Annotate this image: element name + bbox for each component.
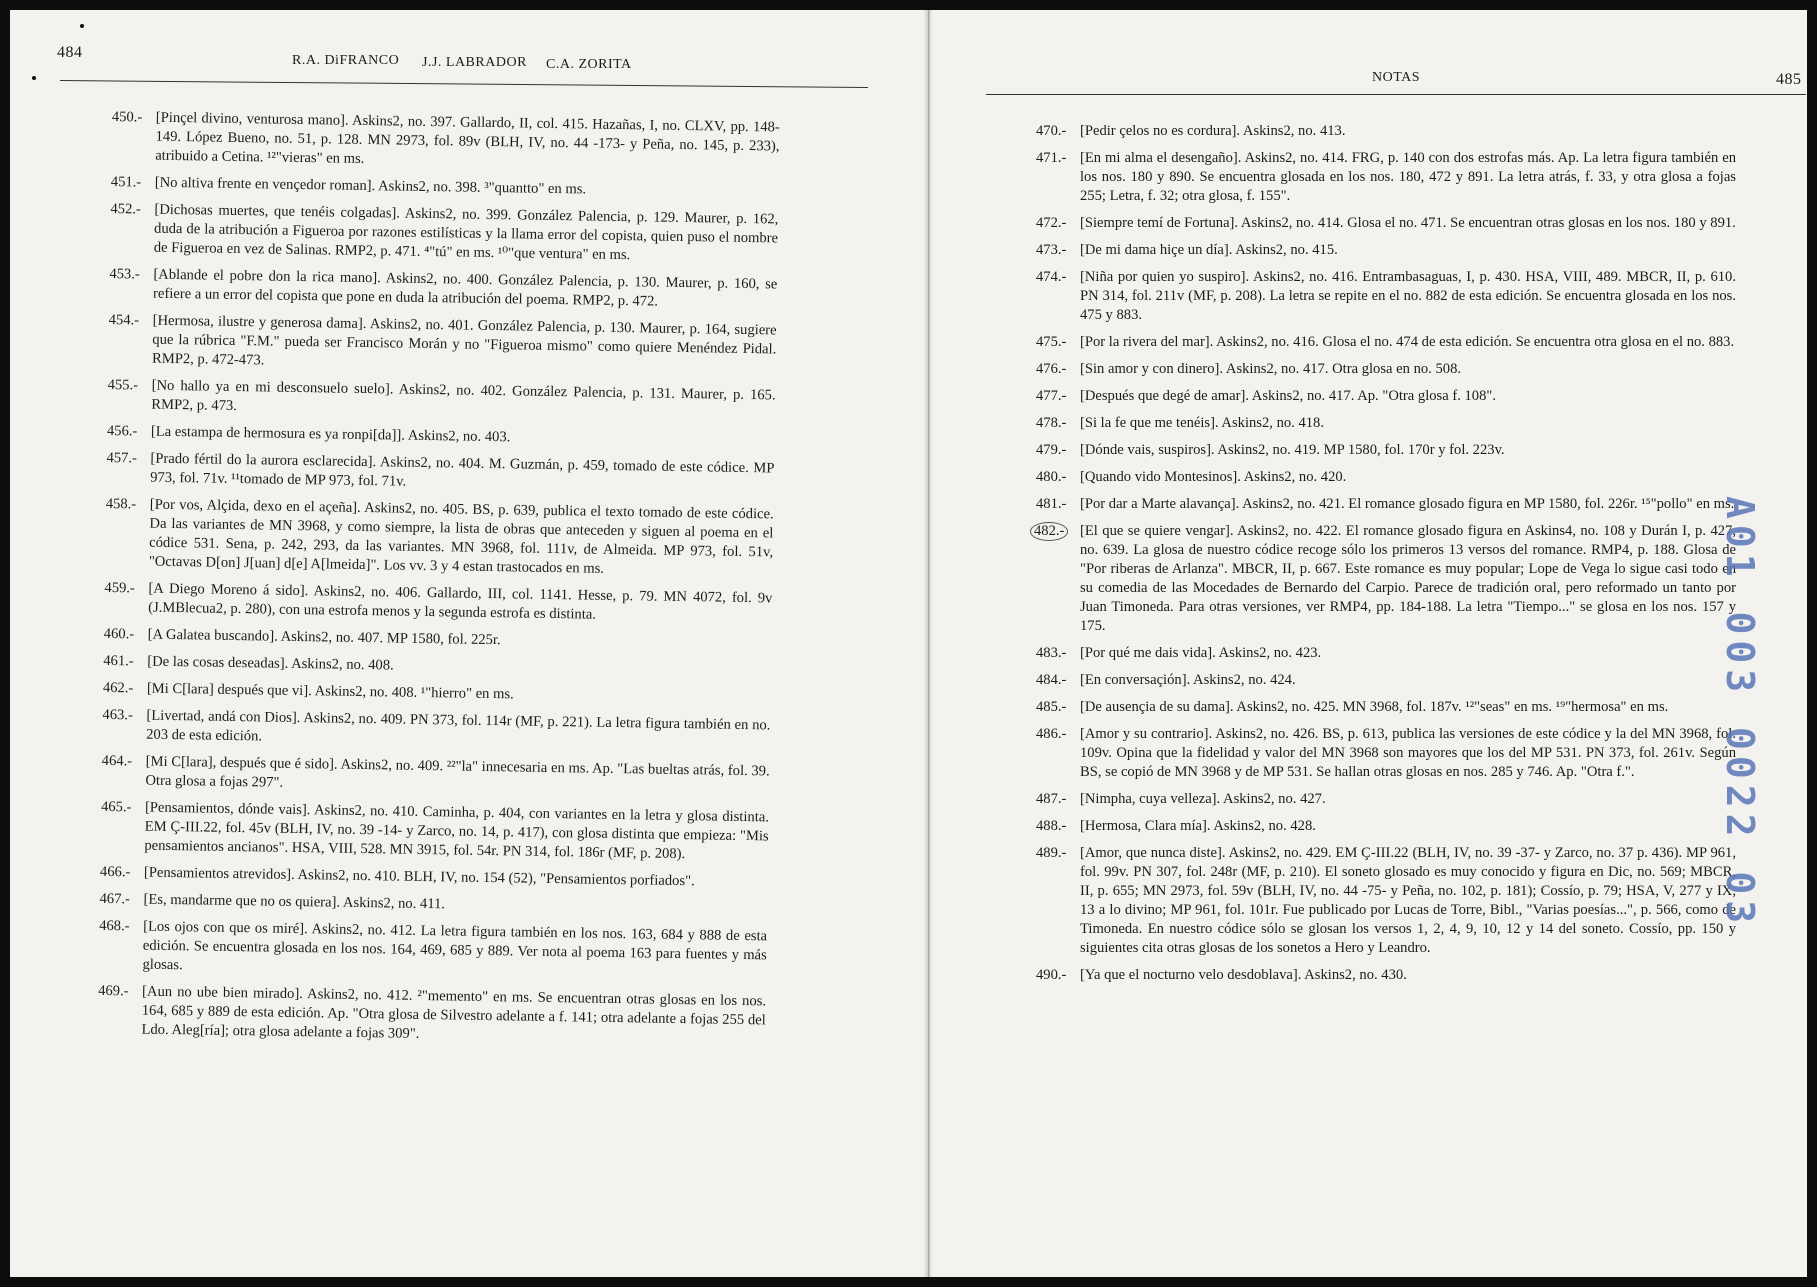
note-number bbox=[1036, 522, 1080, 541]
note-item bbox=[104, 579, 773, 627]
note-text: [Dichosas muertes, que tenéis colgadas]. Askins2, no. 399. González Palencia, p. 129. Maurer, p. 162, duda de la atribución a Figueroa por razones estilísticas y la llama error del copista, quien puso el nombre de Figueroa en vez de Salinas. RMP2, p. 471. ⁴"tú" en ms. ¹⁰"que ventura" en ms. bbox=[153, 201, 779, 264]
archive-stamp: A01 003 0022 03 bbox=[1718, 496, 1762, 930]
note-item bbox=[106, 449, 775, 497]
note-text: [Quando vido Montesinos]. Askins2, no. 420. bbox=[1080, 469, 1347, 485]
note-item bbox=[108, 311, 777, 378]
note-text: [Por la rivera del mar]. Askins2, no. 416. Glosa el no. 474 de esta edición. Se encuentra otra glosa en el no. 883. bbox=[1080, 334, 1735, 350]
note-number: 486.- bbox=[1036, 726, 1067, 742]
note-number: 476.- bbox=[1036, 361, 1067, 377]
note-text: [No altiva frente en vençedor roman]. Askins2, no. 398. ³"quantto" en ms. bbox=[154, 174, 587, 198]
note-text: [Aun no ube bien mirado]. Askins2, no. 412. ²"memento" en ms. Se encuentran otras glosas en los nos. 164, 685 y 889 de esta edición. Ap. "Otra glosa de Silvestro adelante a f. 141; otra adelante a fojas 255 del Ldo. Aleg[ría]; otra glosa adelante a fojas 309". bbox=[141, 983, 767, 1042]
note-item bbox=[97, 982, 766, 1049]
note-number: 451.- bbox=[110, 173, 142, 191]
note-number: 466.- bbox=[99, 863, 131, 881]
note-text: [Pinçel divino, venturosa mano]. Askins2, no. 397. Gallardo, II, col. 415. Hazañas, I, no. CLXV, pp. 148-149. López Bueno, no. 51, p. 128. MN 2973, fol. 89v (BLH, IV, no. 44 -173- y Peña, no. 145, p. 233), atribuido a Cetina. ¹²"vieras" en ms. bbox=[155, 109, 780, 167]
note-number: 452.- bbox=[110, 200, 141, 218]
note-number: 481.- bbox=[1036, 496, 1067, 512]
note-number: 454.- bbox=[108, 311, 140, 329]
note-number: 455.- bbox=[107, 376, 139, 394]
note-number: 462.- bbox=[102, 679, 134, 697]
note-number: 469.- bbox=[98, 982, 129, 1000]
right-notes-list bbox=[1036, 122, 1736, 993]
note-item bbox=[110, 200, 779, 267]
running-head-author-2: J.J. LABRADOR bbox=[422, 55, 527, 70]
note-number: 457.- bbox=[106, 449, 138, 467]
right-running-head: NOTAS bbox=[1372, 70, 1421, 85]
note-text: [Después que degé de amar]. Askins2, no. 417. Ap. "Otra glosa f. 108". bbox=[1080, 388, 1496, 404]
note-item bbox=[1036, 149, 1736, 206]
note-text: [De las cosas deseadas]. Askins2, no. 408. bbox=[147, 653, 394, 674]
note-item bbox=[100, 798, 769, 865]
note-number: 453.- bbox=[109, 265, 140, 283]
note-item bbox=[103, 679, 771, 708]
note-text: [Por dar a Marte alavança]. Askins2, no. 421. El romance glosado figura en MP 1580, fol. 226r. ¹⁵"pollo" en ms. bbox=[1080, 496, 1735, 512]
note-item bbox=[98, 917, 767, 984]
note-number: 463.- bbox=[102, 706, 133, 724]
note-number: 467.- bbox=[99, 890, 131, 908]
note-number: 460.- bbox=[103, 625, 135, 643]
right-page-number: 485 bbox=[1776, 71, 1802, 88]
note-item bbox=[1036, 817, 1736, 836]
note-text: [A Galatea buscando]. Askins2, no. 407. MP 1580, fol. 225r. bbox=[147, 626, 501, 649]
note-text: [Por qué me dais vida]. Askins2, no. 423. bbox=[1080, 645, 1322, 661]
note-item bbox=[1036, 844, 1736, 958]
note-item bbox=[101, 752, 770, 800]
note-number: 485.- bbox=[1036, 699, 1067, 715]
note-item bbox=[102, 706, 771, 754]
note-text: [El que se quiere vengar]. Askins2, no. 422. El romance glosado figura en Askins4, no. 108 y Durán I, p. 427, no. 639. La glosa de nuestro códice recoge sólo los primeros 13 versos del romance. RMP4, p. 188. Glosa de "Por riberas de Arlanza". MBCR, II, p. 667. Este romance es muy popular; Lope de Vega lo sigue casi todo en su comedia de las Mocedades de Bernardo del Carpio. Parece de tradición oral, pero reformado un tanto por Juan Timoneda. Para otras versiones, ver RMP4, pp. 184-188. La letra "Tiempo..." se glosa en los nos. 157 y 175. bbox=[1080, 523, 1736, 634]
note-text: [Pedir çelos no es cordura]. Askins2, no. 413. bbox=[1080, 123, 1346, 139]
note-item bbox=[99, 890, 767, 919]
note-item bbox=[1036, 522, 1736, 636]
note-number: 488.- bbox=[1036, 818, 1067, 834]
note-number: 450.- bbox=[111, 108, 143, 126]
running-head-author-3: C.A. ZORITA bbox=[546, 57, 632, 72]
note-item bbox=[1036, 790, 1736, 809]
note-text: [Por vos, Alçida, dexo en el açeña]. Askins2, no. 405. BS, p. 639, publica el texto tomado de este códice. Da las variantes de MN 3968, y como siempre, la lista de obras que anteceden y siguen al poema en el códice 531. Sena, p. 242, 293, da las variantes. MN 3968, fol. 111v, de Almeida. MP 973, fol. 51v, "Octavas D[on] J[uan] d[e] A[lmeida]". Los vv. 3 y 4 estan trastocados en ms. bbox=[148, 496, 774, 577]
note-text: [Es, mandarme que no os quiera]. Askins2, no. 411. bbox=[143, 891, 446, 913]
note-number: 480.- bbox=[1036, 469, 1067, 485]
note-text: [Pensamientos atrevidos]. Askins2, no. 410. BLH, IV, no. 154 (52), "Pensamientos porfiados". bbox=[143, 864, 695, 890]
note-text: [Amor, que nunca diste]. Askins2, no. 429. EM Ç-III.22 (BLH, IV, no. 39 -37- y Zarco, no. 37 p. 436). MP 961, fol. 99v. PN 307, fol. 248r (MF, p. 210). El soneto glosado es muy conocido y figura en Dic, no. 569; MBCR, II, p. 655; MN 2973, fol. 59v (BLH, IV, no. 44 -75- y Peña, no. 102, p. 181); Cossío, p. 79; HSA, V, 277 y IX, 13 a lo divino; MP 961, fol. 101r. Fue publicado por Lucas de Torre, Bibl., "Varias poesías...", p. 566, como de Timoneda. En nuestro códice sólo se glosan los versos 1, 2, 4, 9, 10, 12 y 14 del soneto. Cossío, pp. 150 y siguientes cita otras glosas de los sonetos a Hero y Leandro. bbox=[1080, 845, 1736, 956]
note-text: [Prado fértil do la aurora esclarecida]. Askins2, no. 404. M. Guzmán, p. 459, tomado de este códice. MP 973, fol. 71v. ¹¹tomado de MP 973, fol. 71v. bbox=[150, 450, 775, 490]
note-item bbox=[1036, 644, 1736, 663]
note-text: [En conversaçión]. Askins2, no. 424. bbox=[1080, 672, 1296, 688]
left-notes-list bbox=[97, 108, 780, 1057]
note-number: 459.- bbox=[104, 579, 135, 597]
note-number: 470.- bbox=[1036, 123, 1067, 139]
note-item bbox=[1036, 966, 1736, 985]
note-text: [Sin amor y con dinero]. Askins2, no. 417. Otra glosa en no. 508. bbox=[1080, 361, 1462, 377]
note-text: [La estampa de hermosura es ya ronpi[da]]. Askins2, no. 403. bbox=[150, 423, 511, 446]
note-number: 487.- bbox=[1036, 791, 1067, 807]
note-text: [Hermosa, ilustre y generosa dama]. Askins2, no. 401. González Palencia, p. 130. Maurer, p. 164, sugiere que la rúbrica "F.M." pueda ser Francisco Morán y no "Figueroa mismo" como quiere Menéndez Pidal. RMP2, p. 472-473. bbox=[151, 312, 777, 369]
note-text: [Hermosa, Clara mía]. Askins2, no. 428. bbox=[1080, 818, 1316, 834]
note-number: 490.- bbox=[1036, 967, 1067, 983]
note-item bbox=[1036, 725, 1736, 782]
note-item bbox=[1036, 360, 1736, 379]
note-text: [De mi dama hiçe un día]. Askins2, no. 415. bbox=[1080, 242, 1338, 258]
note-item bbox=[1036, 441, 1736, 460]
note-text: [Livertad, andá con Dios]. Askins2, no. 409. PN 373, fol. 114r (MF, p. 221). La letra figura también en no. 203 de esta edición. bbox=[146, 707, 771, 745]
note-item bbox=[111, 173, 779, 202]
note-item bbox=[107, 376, 776, 424]
note-text: [Si la fe que me tenéis]. Askins2, no. 418. bbox=[1080, 415, 1325, 431]
note-number: 484.- bbox=[1036, 672, 1067, 688]
scan-speck bbox=[32, 76, 36, 80]
note-number: 465.- bbox=[100, 798, 132, 816]
note-number: 477.- bbox=[1036, 388, 1067, 404]
note-text: [No hallo ya en mi desconsuelo suelo]. Askins2, no. 402. González Palencia, p. 131. Maurer, p. 165. RMP2, p. 473. bbox=[151, 377, 776, 414]
note-number: 458.- bbox=[105, 495, 137, 513]
note-item bbox=[1036, 387, 1736, 406]
note-number: 483.- bbox=[1036, 645, 1067, 661]
note-number: 472.- bbox=[1036, 215, 1067, 231]
note-item bbox=[1036, 698, 1736, 717]
right-header-rule bbox=[986, 94, 1806, 95]
note-text: [Ablande el pobre don la rica mano]. Askins2, no. 400. González Palencia, p. 130. Maurer, p. 160, se refiere a un error del copista que pone en duda la atribución del poema. RMP2, p. 472. bbox=[152, 266, 778, 310]
note-text: [Siempre temí de Fortuna]. Askins2, no. 414. Glosa el no. 471. Se encuentran otras glosas en los nos. 180 y 891. bbox=[1080, 215, 1736, 231]
circled-note-number: 482.- bbox=[1030, 522, 1068, 541]
running-head-author-1: R.A. DiFRANCO bbox=[292, 53, 400, 68]
note-item bbox=[1036, 333, 1736, 352]
note-item bbox=[104, 625, 772, 654]
note-number: 473.- bbox=[1036, 242, 1067, 258]
note-item bbox=[111, 108, 780, 175]
note-text: [Nimpha, cuya velleza]. Askins2, no. 427. bbox=[1080, 791, 1326, 807]
note-number: 478.- bbox=[1036, 415, 1067, 431]
note-number: 461.- bbox=[103, 652, 134, 670]
note-item bbox=[1036, 268, 1736, 325]
note-number: 479.- bbox=[1036, 442, 1067, 458]
note-item bbox=[1036, 214, 1736, 233]
note-text: [En mi alma el desengaño]. Askins2, no. 414. FRG, p. 140 con dos estrofas más. Ap. La letra figura también en los nos. 180 y 890. Se encuentra glosada en los nos. 180, 472 y 891. La letra atrás, f. 33, y otra glosa a fojas 255; Letra, f. 32; otra glosa, f. 155". bbox=[1080, 150, 1736, 204]
note-item bbox=[1036, 671, 1736, 690]
scan-speck bbox=[80, 24, 84, 28]
note-number: 464.- bbox=[101, 752, 133, 770]
note-number: 468.- bbox=[99, 917, 130, 935]
left-page-number: 484 bbox=[57, 44, 83, 61]
note-text: [A Diego Moreno á sido]. Askins2, no. 406. Gallardo, III, col. 1141. Hesse, p. 79. MN 4072, fol. 9v (J.MBlecua2, p. 280), con una estrofa menos y la segunda estrofa es distinta. bbox=[148, 580, 773, 623]
note-text: [Amor y su contrario]. Askins2, no. 426. BS, p. 613, publica las versiones de este códice y la del MN 3968, fol. 109v. Opina que la fidelidad y valor del MN 3968 son mayores que los del MP 531. PN 373, fol. 261v. Según BS, se copió de MN 3968 y de MP 531. Se hallan otras glosas en nos. 285 y 746. Ap. "Otra f.". bbox=[1080, 726, 1736, 780]
note-item bbox=[1036, 241, 1736, 260]
note-text: [Ya que el nocturno velo desdoblava]. Askins2, no. 430. bbox=[1080, 967, 1407, 983]
note-item bbox=[1036, 414, 1736, 433]
note-item bbox=[103, 652, 771, 681]
book-gutter bbox=[923, 10, 933, 1277]
note-text: [Mi C[lara] después que vi]. Askins2, no. 408. ¹"hierro" en ms. bbox=[146, 680, 514, 703]
note-text: [Mi C[lara], después que é sido]. Askins2, no. 409. ²²"la" innecesaria en ms. Ap. "Las bueltas atrás, fol. 39. Otra glosa a fojas 297". bbox=[145, 753, 770, 791]
note-text: [De ausençia de su dama]. Askins2, no. 425. MN 3968, fol. 187v. ¹²"seas" en ms. ¹⁹"hermosa" en ms. bbox=[1080, 699, 1669, 715]
note-number: 456.- bbox=[106, 422, 138, 440]
note-number: 474.- bbox=[1036, 269, 1067, 285]
note-item bbox=[100, 863, 768, 892]
note-item bbox=[1036, 495, 1736, 514]
note-text: [Dónde vais, suspiros]. Askins2, no. 419. MP 1580, fol. 170r y fol. 223v. bbox=[1080, 442, 1505, 458]
note-number: 471.- bbox=[1036, 150, 1067, 166]
note-text: [Pensamientos, dónde vais]. Askins2, no. 410. Caminha, p. 404, con variantes en la letra y glosa distinta. EM Ç-III.22, fol. 45v (BLH, IV, no. 39 -14- y Zarco, no. 14, p. 417), con glosa distinta que empieza: "Mis pensamientos ancianos". HSA, VIII, 528. MN 3915, fol. 54r. PN 314, fol. 186r (MF, p. 208). bbox=[144, 799, 770, 863]
note-item bbox=[107, 422, 775, 451]
note-text: [Niña por quien yo suspiro]. Askins2, no. 416. Entrambasaguas, I, p. 430. HSA, VIII, 489. MBCR, II, p. 610. PN 314, fol. 211v (MF, p. 208). La letra se repite en el no. 882 de esta edición. Se encuentra glosada en los nos. 475 y 883. bbox=[1080, 269, 1736, 323]
note-number: 489.- bbox=[1036, 845, 1067, 861]
note-item bbox=[1036, 468, 1736, 487]
note-item bbox=[105, 495, 774, 581]
note-item bbox=[109, 265, 778, 313]
note-number: 475.- bbox=[1036, 334, 1067, 350]
note-item bbox=[1036, 122, 1736, 141]
note-text: [Los ojos con que os miré]. Askins2, no. 412. La letra figura también en los nos. 163, 684 y 888 de esta edición. Se encuentra glosada en los nos. 164, 469, 685 y 889. Ver nota al poema 163 para fuentes y más glosas. bbox=[142, 918, 768, 974]
